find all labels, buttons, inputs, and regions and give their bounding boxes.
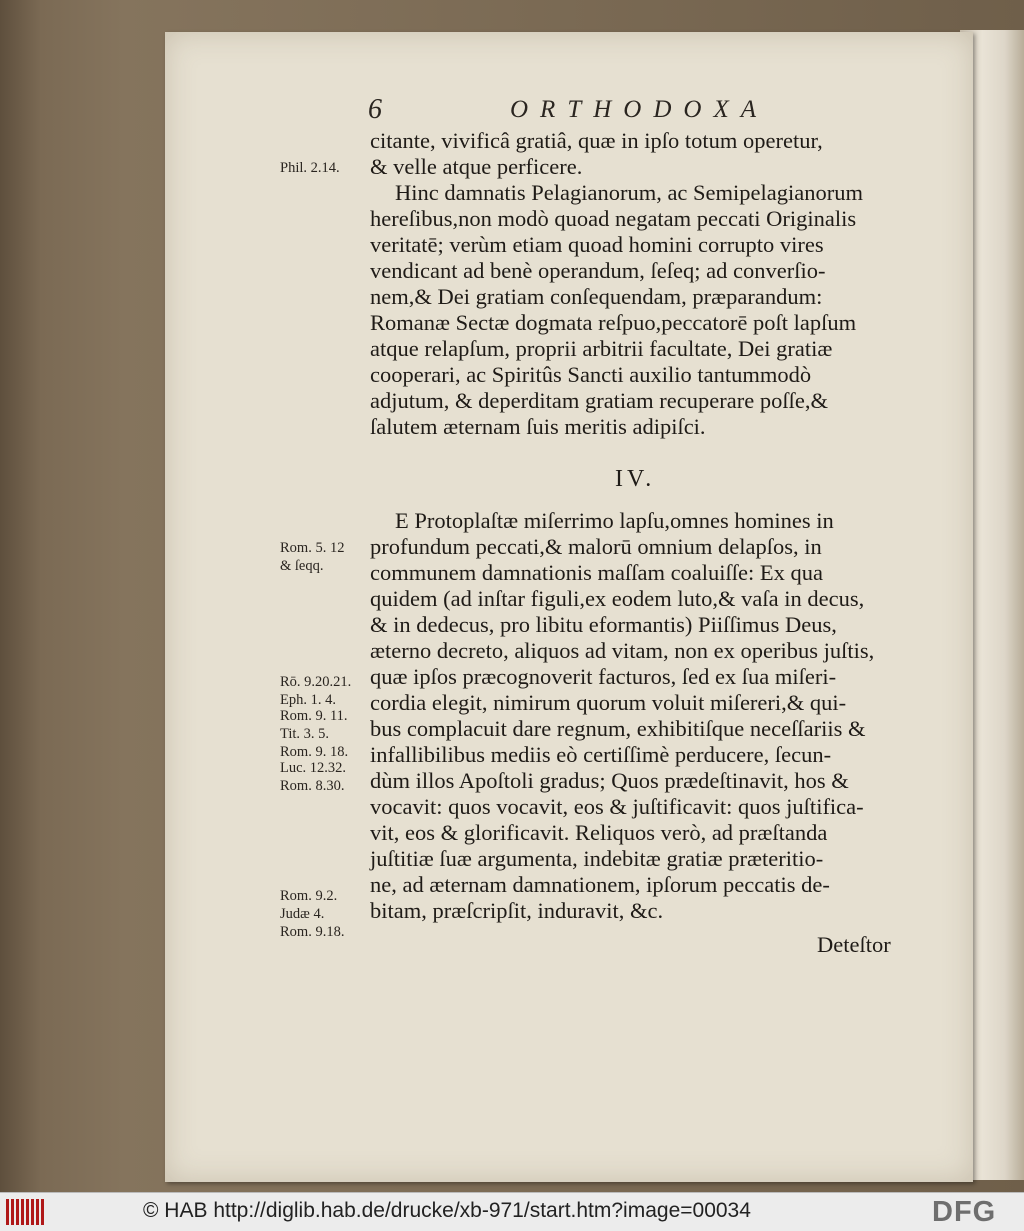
margin-note: Rō. 9.20.21. xyxy=(280,674,352,690)
text-line: vit, eos & glorificavit. Reliquos verò, ad præſtanda xyxy=(370,820,828,845)
margin-note: Tit. 3. 5. xyxy=(280,726,330,742)
margin-note: Rom. 9.18. xyxy=(280,924,345,940)
text-line: & in dedecus, pro libitu eformantis) Piiſſimus Deus, xyxy=(370,612,837,637)
text-line: & velle atque perficere. xyxy=(370,154,583,179)
text-line: hereſibus,non modò quoad negatam peccati Originalis xyxy=(370,206,857,231)
text-line: dùm illos Apoſtoli gradus; Quos prædeſtinavit, hos & xyxy=(370,768,849,793)
page-number: 6 xyxy=(368,94,382,125)
text-line: adjutum, & deperditam gratiam recuperare poſſe,& xyxy=(370,388,828,413)
text-line: ſalutem æternam ſuis meritis adipiſci. xyxy=(370,414,706,439)
margin-note: Phil. 2.14. xyxy=(280,160,340,176)
text-line: quidem (ad inſtar figuli,ex eodem luto,& vaſa in decus, xyxy=(370,586,865,611)
text-line: profundum peccati,& malorū omnium delapſos, in xyxy=(370,534,822,559)
margin-note: Eph. 1. 4. xyxy=(280,692,336,708)
text-line: atque relapſum, proprii arbitrii facultate, Dei gratiæ xyxy=(370,336,833,361)
text-line: citante, vivificâ gratiâ, quæ in ipſo totum operetur, xyxy=(370,128,823,153)
margin-note: Rom. 9. 18. xyxy=(280,744,349,760)
running-head-title: ORTHODOXA xyxy=(510,96,768,123)
text-line: communem damnationis maſſam coaluiſſe: Ex qua xyxy=(370,560,824,585)
hab-logo-icon xyxy=(6,1199,46,1225)
margin-note: & ſeqq. xyxy=(280,558,324,574)
margin-note: Rom. 8.30. xyxy=(280,778,345,794)
text-line: bitam, præſcripſit, induravit, &c. xyxy=(370,898,664,923)
book-page xyxy=(165,32,973,1182)
margin-note: Rom. 9.2. xyxy=(280,888,338,904)
text-line: æterno decreto, aliquos ad vitam, non ex operibus juſtis, xyxy=(370,638,875,663)
section-heading: IV. xyxy=(615,466,656,492)
text-line: cooperari, ac Spiritûs Sancti auxilio tantummodò xyxy=(370,362,812,387)
text-line: Romanæ Sectæ dogmata reſpuo,peccatorē poſt lapſum xyxy=(370,310,857,335)
text-line: infallibilibus mediis eò certiſſimè perducere, ſecun- xyxy=(370,742,832,767)
text-line: E Protoplaſtæ miſerrimo lapſu,omnes homines in xyxy=(395,508,834,533)
text-line: vocavit: quos vocavit, eos & juſtificavit: quos juſtifica- xyxy=(370,794,864,819)
margin-note: Rom. 5. 12 xyxy=(280,540,345,556)
copyright-link[interactable]: © HAB http://diglib.hab.de/drucke/xb-971/start.htm?image=00034 xyxy=(143,1199,751,1222)
margin-note: Luc. 12.32. xyxy=(280,760,347,776)
text-line: Hinc damnatis Pelagianorum, ac Semipelagianorum xyxy=(395,180,863,205)
text-line: ne, ad æternam damnationem, ipſorum peccatis de- xyxy=(370,872,830,897)
dfg-logo: DFG xyxy=(932,1196,997,1228)
text-line: veritatē; verùm etiam quoad homini corrupto vires xyxy=(370,232,824,257)
text-line: quæ ipſos præcognoverit facturos, ſed ex ſua miſeri- xyxy=(370,664,837,689)
catchword: Deteſtor xyxy=(817,932,891,957)
margin-note: Rom. 9. 11. xyxy=(280,708,348,724)
text-line: juſtitiæ ſuæ argumenta, indebitæ gratiæ præteritio- xyxy=(370,846,824,871)
text-line: nem,& Dei gratiam conſequendam, præparandum: xyxy=(370,284,823,309)
viewer-footer xyxy=(0,1192,1024,1231)
text-line: bus complacuit dare regnum, exhibitiſque neceſſariis & xyxy=(370,716,866,741)
margin-note: Judæ 4. xyxy=(280,906,325,922)
running-head xyxy=(165,92,973,126)
text-line: vendicant ad benè operandum, ſeſeq; ad converſio- xyxy=(370,258,826,283)
text-line: cordia elegit, nimirum quorum voluit miſereri,& qui- xyxy=(370,690,847,715)
